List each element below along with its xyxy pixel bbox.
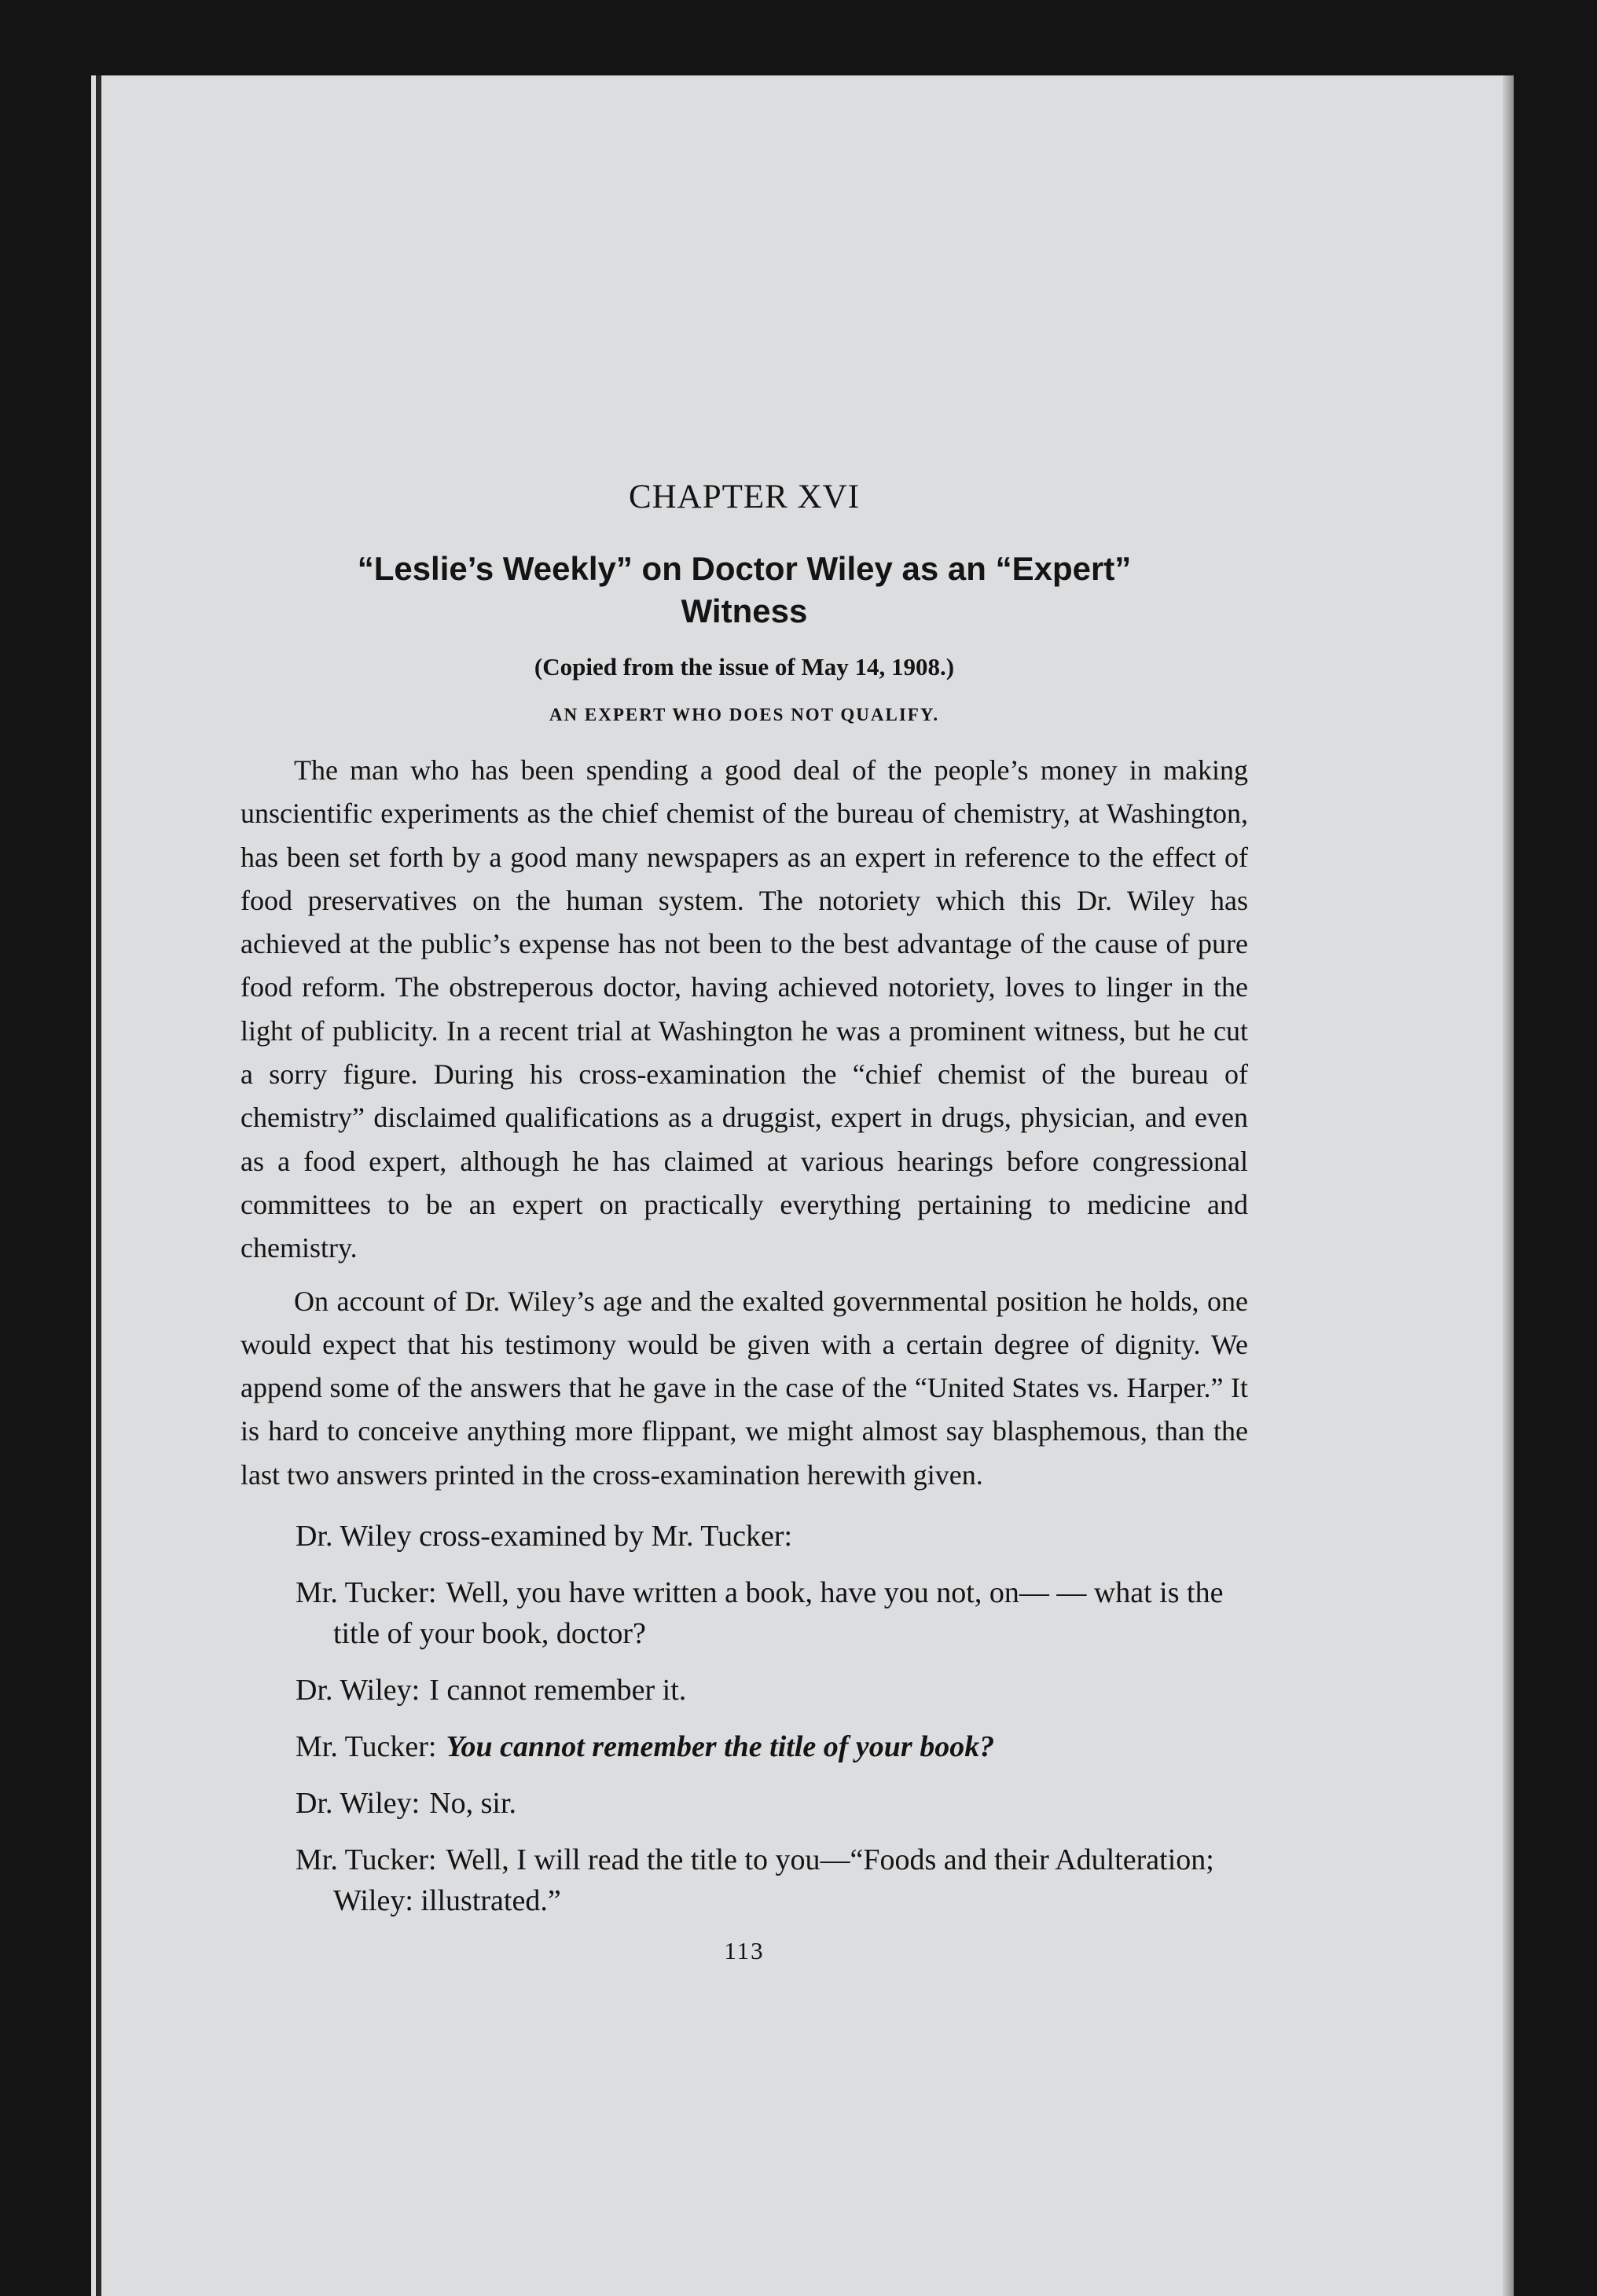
subheading: AN EXPERT WHO DOES NOT QUALIFY. [549, 705, 940, 724]
book-page [91, 75, 1514, 2296]
dialogue-speaker: Mr. Tucker: [296, 1576, 437, 1610]
body-paragraph-2: On account of Dr. Wiley’s age and the exalted governmental position he holds, one would expect that his testimony would be given with a certain degree of dignity. We append some of the answers that he gave in the case of the “United States vs. Harper.” It is hard to conceive anything more flippant, we might almost say blasphemous, than the last two answers printed in the cross-examination herewith given. [240, 1285, 1248, 1491]
dialogue-text: No, sir. [429, 1787, 517, 1821]
dialogue-speaker: Mr. Tucker: [296, 1730, 437, 1764]
page-edge-shadow [1503, 75, 1514, 2296]
dialogue-text: You cannot remember the title of your book? [446, 1730, 995, 1764]
chapter-title [240, 548, 1248, 633]
dialogue-speaker: Dr. Wiley: [296, 1787, 420, 1821]
chapter-title-line-1: “Leslie’s Weekly” on Doctor Wiley as an “Expert” [357, 550, 1132, 587]
body-paragraph-1: The man who has been spending a good deal of the people’s money in making unscientific experiments as the chief chemist of the bureau of chemistry, at Washington, has been set forth by a good many newspapers as an expert in reference to the effect of food preservatives on the human system. The notoriety which this Dr. Wiley has achieved at the public’s expense has not been to the best advantage of the cause of pure food reform. The obstreperous doctor, having achieved notoriety, loves to linger in the light of publicity. In a recent trial at Washington he was a prominent witness, but he cut a sorry figure. During his cross-examination the “chief chemist of the bureau of chemistry” disclaimed qualifications as a druggist, expert in drugs, physician, and even as a food expert, although he has claimed at various hearings before congressional committees to be an expert on practically everything pertaining to medicine and chemistry. [240, 754, 1248, 1264]
page-gutter-line [96, 75, 101, 2296]
dialogue-text: Well, you have written a book, have you not, on— — what is the title of your book, doctor? [333, 1576, 1224, 1651]
dialogue-line [240, 1783, 1248, 1824]
page-number: 113 [724, 1937, 765, 1965]
source-note: (Copied from the issue of May 14, 1908.) [534, 653, 955, 680]
dialogue-speaker: Dr. Wiley: [296, 1674, 420, 1707]
cross-examination [240, 1516, 1248, 1921]
dialogue-line [240, 1726, 1248, 1767]
chapter-title-line-2: Witness [681, 592, 808, 629]
dialogue-text: I cannot remember it. [429, 1674, 687, 1707]
dialogue-intro: Dr. Wiley cross-examined by Mr. Tucker: [296, 1520, 793, 1553]
dialogue-speaker: Mr. Tucker: [296, 1843, 437, 1877]
dialogue-line [240, 1572, 1248, 1654]
chapter-heading: CHAPTER XVI [628, 479, 861, 515]
dialogue-text: Well, I will read the title to you—“Foods and their Adulteration; Wiley: illustrated.” [333, 1843, 1214, 1918]
dialogue-line [240, 1670, 1248, 1711]
dialogue-line [240, 1839, 1248, 1921]
page-content [240, 405, 1248, 1965]
